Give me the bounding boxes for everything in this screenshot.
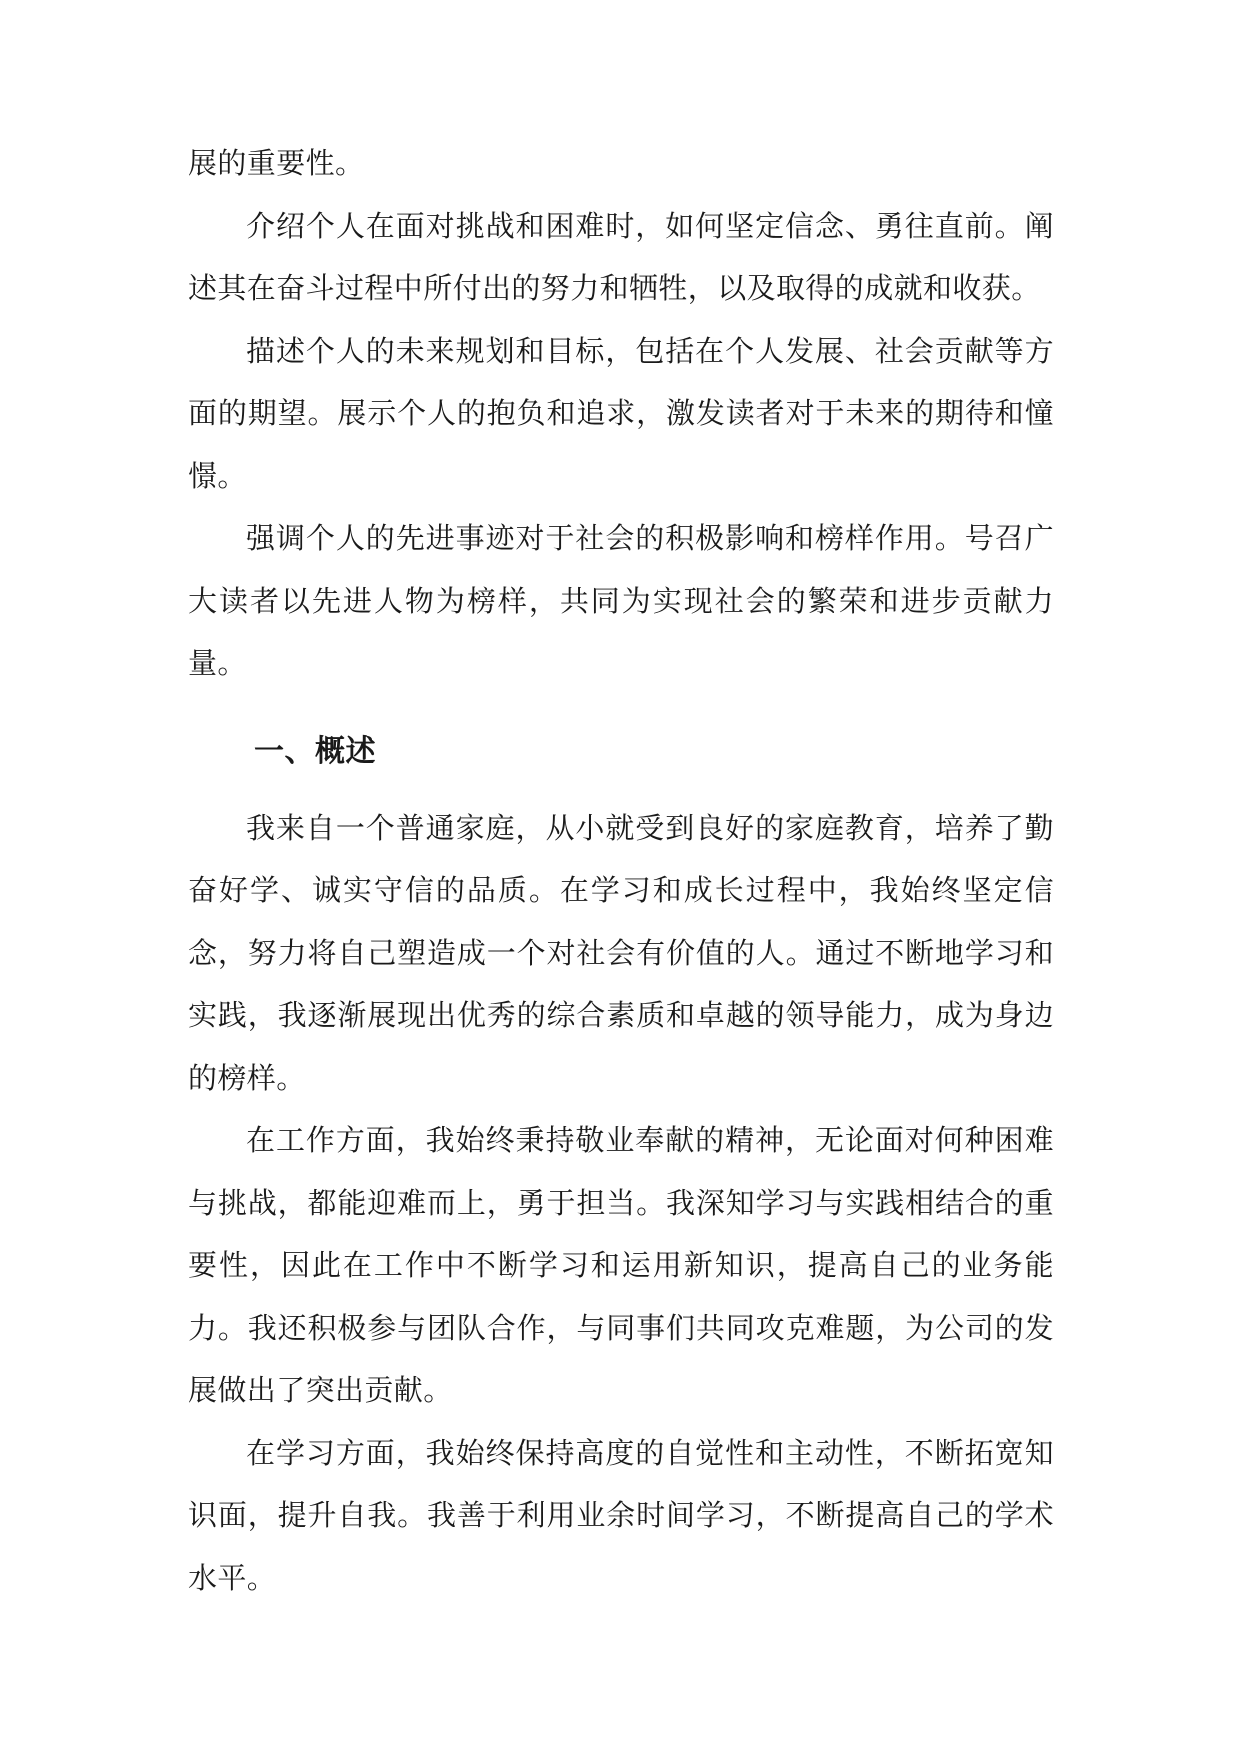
section-heading: 一、概述 <box>254 733 376 769</box>
paragraph-1: 展的重要性。 <box>188 146 365 180</box>
paragraph-6: 在工作方面，我始终秉持敬业奉献的精神，无论面对何种困难与挑战，都能迎难而上，勇于担当。我深知学习与实践相结合的重要性，因此在工作中不断学习和运用新知识，提高自己的业务能力。我还积极参与团队合作，与同事们共同攻克难题，为公司的发展做出了突出贡献。 <box>188 1123 1054 1407</box>
paragraph-4: 强调个人的先进事迹对于社会的积极影响和榜样作用。号召广大读者以先进人物为榜样，共同为实现社会的繁荣和进步贡献力量。 <box>188 521 1054 680</box>
paragraph-7: 在学习方面，我始终保持高度的自觉性和主动性，不断拓宽知识面，提升自我。我善于利用业余时间学习，不断提高自己的学术水平。 <box>188 1435 1054 1595</box>
paragraph-2: 介绍个人在面对挑战和困难时，如何坚定信念、勇往直前。阐述其在奋斗过程中所付出的努力和牺牲，以及取得的成就和收获。 <box>188 208 1054 305</box>
paragraph-5: 我来自一个普通家庭，从小就受到良好的家庭教育，培养了勤奋好学、诚实守信的品质。在学习和成长过程中，我始终坚定信念，努力将自己塑造成一个对社会有价值的人。通过不断地学习和实践，我逐渐展现出优秀的综合素质和卓越的领导能力，成为身边的榜样。 <box>188 810 1054 1095</box>
paragraph-3: 描述个人的未来规划和目标，包括在个人发展、社会贡献等方面的期望。展示个人的抱负和追求，激发读者对于未来的期待和憧憬。 <box>188 333 1054 493</box>
document-page <box>188 132 1054 1609</box>
